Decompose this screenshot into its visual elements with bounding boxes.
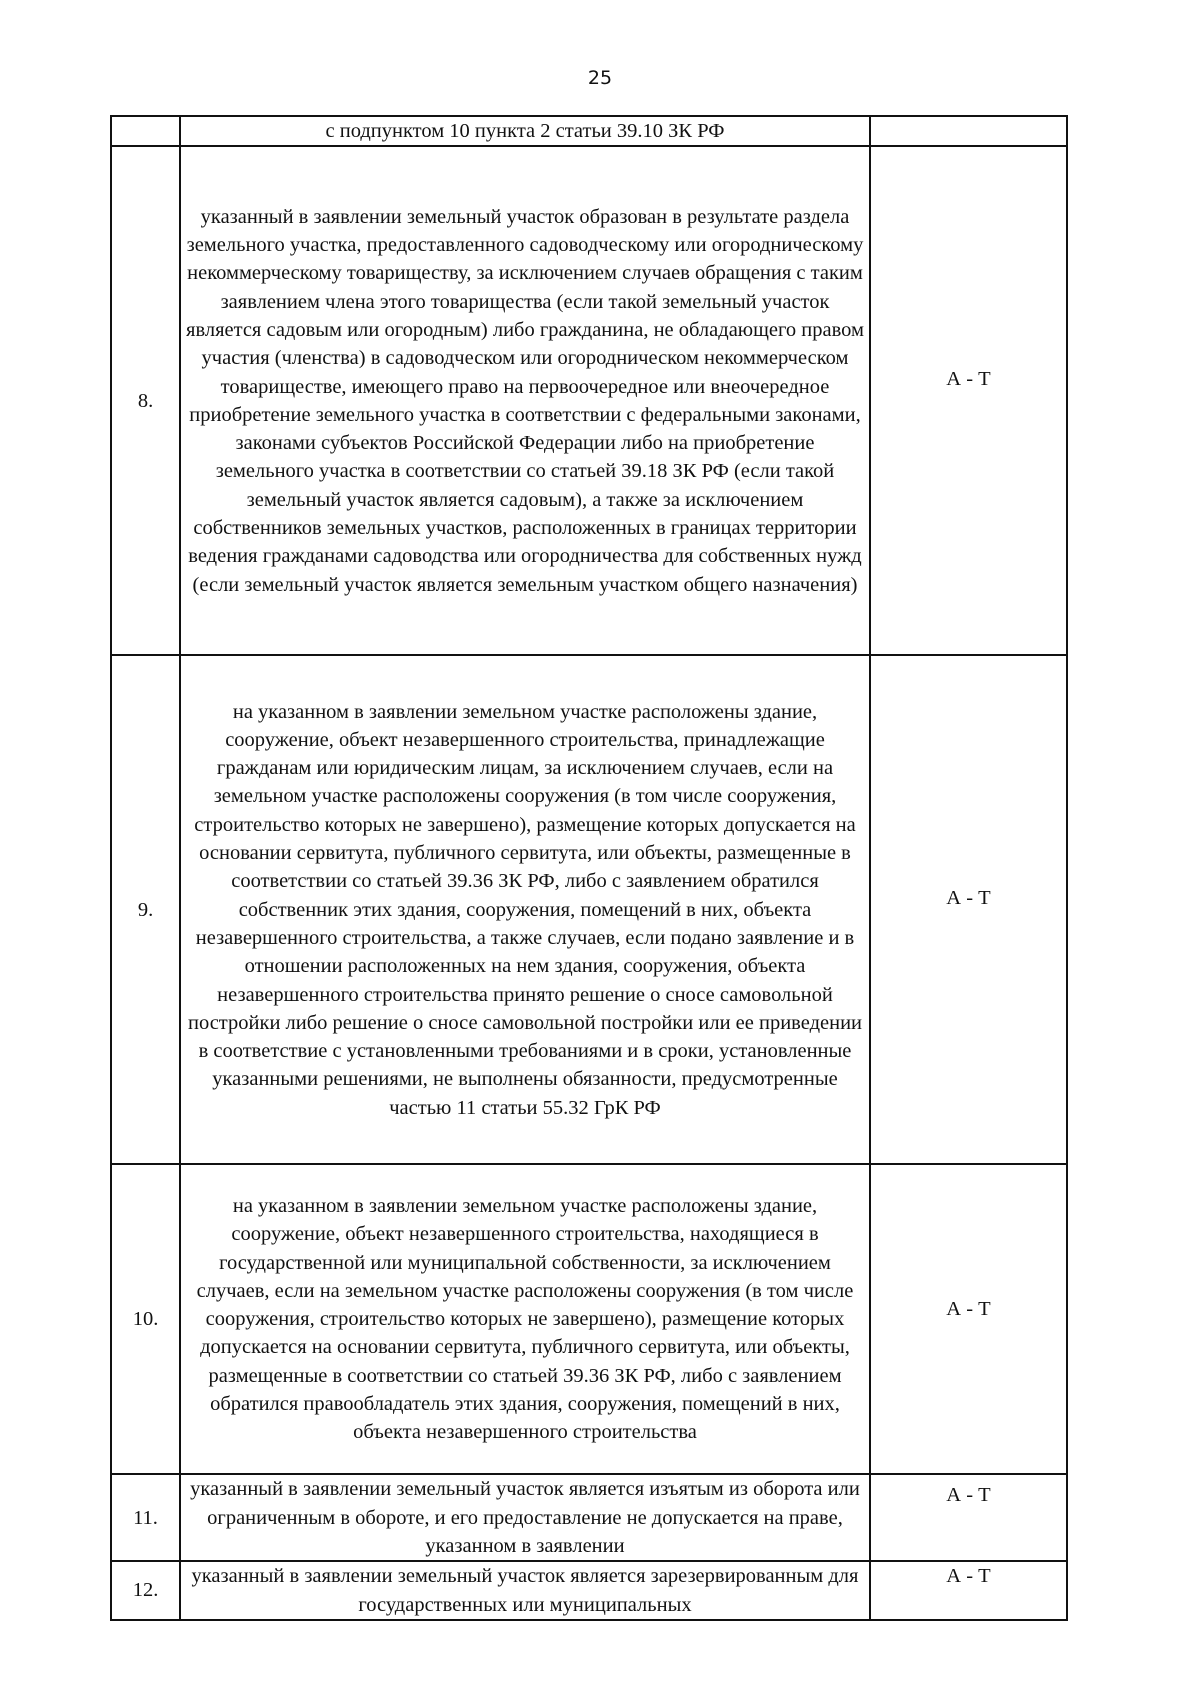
row-description: с подпунктом 10 пункта 2 статьи 39.10 ЗК РФ [180, 116, 870, 146]
row-code: А - Т [870, 146, 1067, 655]
row-code: А - Т [870, 1561, 1067, 1620]
row-code: А - Т [870, 1164, 1067, 1474]
row-description: указанный в заявлении земельный участок является изъятым из оборота или ограниченным в обороте, и его предоставление не допускается на праве, указанном в заявлении [180, 1474, 870, 1561]
row-number: 8. [111, 146, 180, 655]
row-code: А - Т [870, 655, 1067, 1164]
row-description: указанный в заявлении земельный участок является зарезервированным для государственных или муниципальных [180, 1561, 870, 1620]
row-code [870, 116, 1067, 146]
table-row [111, 116, 1067, 146]
row-number: 9. [111, 655, 180, 1164]
table-row [111, 1164, 1067, 1474]
row-number: 10. [111, 1164, 180, 1474]
row-number: 11. [111, 1474, 180, 1561]
row-description: на указанном в заявлении земельном участке расположены здание, сооружение, объект незавершенного строительства, находящиеся в государственной или муниципальной собственности, за исключением случаев, если на земельном участке расположены сооружения (в том числе сооружения, строительство которых не завершено), размещение которых допускается на основании сервитута, публичного сервитута, или объекты, размещенные в соответствии со статьей 39.36 ЗК РФ, либо с заявлением обратился правообладатель этих здания, сооружения, помещений в них, объекта незавершенного строительства [180, 1164, 870, 1474]
row-number: 12. [111, 1561, 180, 1620]
table-row [111, 655, 1067, 1164]
table-row [111, 1561, 1067, 1620]
row-description: на указанном в заявлении земельном участке расположены здание, сооружение, объект незавершенного строительства, принадлежащие гражданам или юридическим лицам, за исключением случаев, если на земельном участке расположены сооружения (в том числе сооружения, строительство которых не завершено), размещение которых допускается на основании сервитута, публичного сервитута, или объекты, размещенные в соответствии со статьей 39.36 ЗК РФ, либо с заявлением обратился собственник этих здания, сооружения, помещений в них, объекта незавершенного строительства, а также случаев, если подано заявление и в отношении расположенных на нем здания, сооружения, объекта незавершенного строительства принято решение о сносе самовольной постройки либо решение о сносе самовольной постройки или ее приведении в соответствие с установленными требованиями и в сроки, установленные указанными решениями, не выполнены обязанности, предусмотренные частью 11 статьи 55.32 ГрК РФ [180, 655, 870, 1164]
refusal-grounds-table [110, 115, 1068, 1621]
table-row [111, 1474, 1067, 1561]
row-description: указанный в заявлении земельный участок образован в результате раздела земельного участка, предоставленного садоводческому или огородническому некоммерческому товариществу, за исключением случаев обращения с таким заявлением члена этого товарищества (если такой земельный участок является садовым или огородным) либо гражданина, не обладающего правом участия (членства) в садоводческом или огородническом некоммерческом товариществе, имеющего право на первоочередное или внеочередное приобретение земельного участка в соответствии с федеральными законами, законами субъектов Российской Федерации либо на приобретение земельного участка в соответствии со статьей 39.18 ЗК РФ (если такой земельный участок является садовым), а также за исключением собственников земельных участков, расположенных в границах территории ведения гражданами садоводства или огородничества для собственных нужд (если земельный участок является земельным участком общего назначения) [180, 146, 870, 655]
table-row [111, 146, 1067, 655]
row-number [111, 116, 180, 146]
row-code: А - Т [870, 1474, 1067, 1561]
page-number: 25 [587, 67, 613, 89]
